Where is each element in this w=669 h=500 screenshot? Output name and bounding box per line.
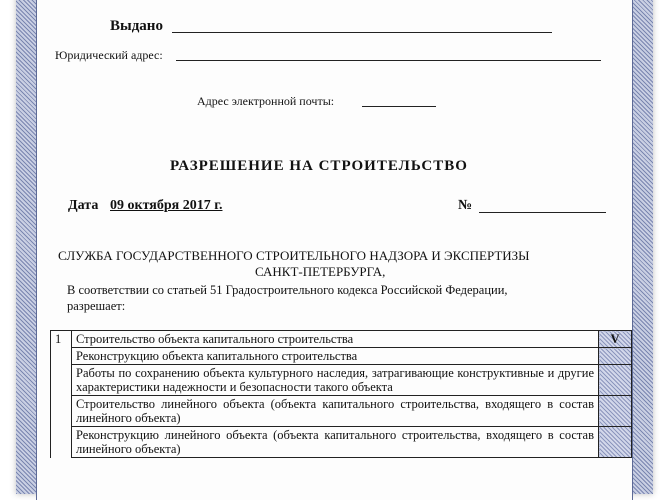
- row-checkbox: [599, 396, 632, 427]
- permission-table: [50, 330, 632, 458]
- row-number-empty: [51, 348, 72, 365]
- email-underline: [362, 106, 436, 107]
- number-underline: [479, 212, 606, 213]
- issued-underline: [172, 32, 552, 33]
- document-title: РАЗРЕШЕНИЕ НА СТРОИТЕЛЬСТВО: [170, 158, 468, 174]
- row-checkbox: V: [599, 331, 632, 348]
- issued-label: Выдано: [110, 18, 163, 34]
- date-label: Дата: [68, 198, 99, 213]
- table-row: [51, 331, 632, 348]
- row-number-empty: [51, 396, 72, 427]
- number-label: №: [458, 198, 473, 213]
- row-number-empty: [51, 427, 72, 458]
- row-checkbox: [599, 427, 632, 458]
- legal-address-label: Юридический адрес:: [55, 48, 163, 62]
- date-value: 09 октября 2017 г.: [110, 198, 223, 213]
- authority-line1: СЛУЖБА ГОСУДАРСТВЕННОГО СТРОИТЕЛЬНОГО НАДЗОРА И ЭКСПЕРТИЗЫ: [58, 248, 530, 263]
- row-text: Работы по сохранению объекта культурного наследия, затрагивающие конструктивные и другие характеристики надежности и безопасности такого объекта: [72, 365, 599, 396]
- row-checkbox: [599, 365, 632, 396]
- row-number: 1: [51, 331, 72, 348]
- row-text: Реконструкцию объекта капитального строительства: [72, 348, 599, 365]
- row-checkbox: [599, 348, 632, 365]
- table-row: [51, 348, 632, 365]
- table-row: [51, 396, 632, 427]
- basis-line1: В соответствии со статьей 51 Градостроительного кодекса Российской Федерации,: [67, 283, 508, 297]
- row-text: Строительство линейного объекта (объекта капитального строительства, входящего в состав линейного объекта): [72, 396, 599, 427]
- row-text: Строительство объекта капитального строительства: [72, 331, 599, 348]
- legal-address-underline: [176, 60, 601, 61]
- email-label: Адрес электронной почты:: [197, 94, 335, 108]
- authority-line2: САНКТ-ПЕТЕРБУРГА,: [255, 264, 386, 279]
- row-number-empty: [51, 365, 72, 396]
- table-row: [51, 427, 632, 458]
- table-row: [51, 365, 632, 396]
- basis-line2: разрешает:: [67, 299, 126, 313]
- row-text: Реконструкцию линейного объекта (объекта капитального строительства, входящего в состав линейного объекта): [72, 427, 599, 458]
